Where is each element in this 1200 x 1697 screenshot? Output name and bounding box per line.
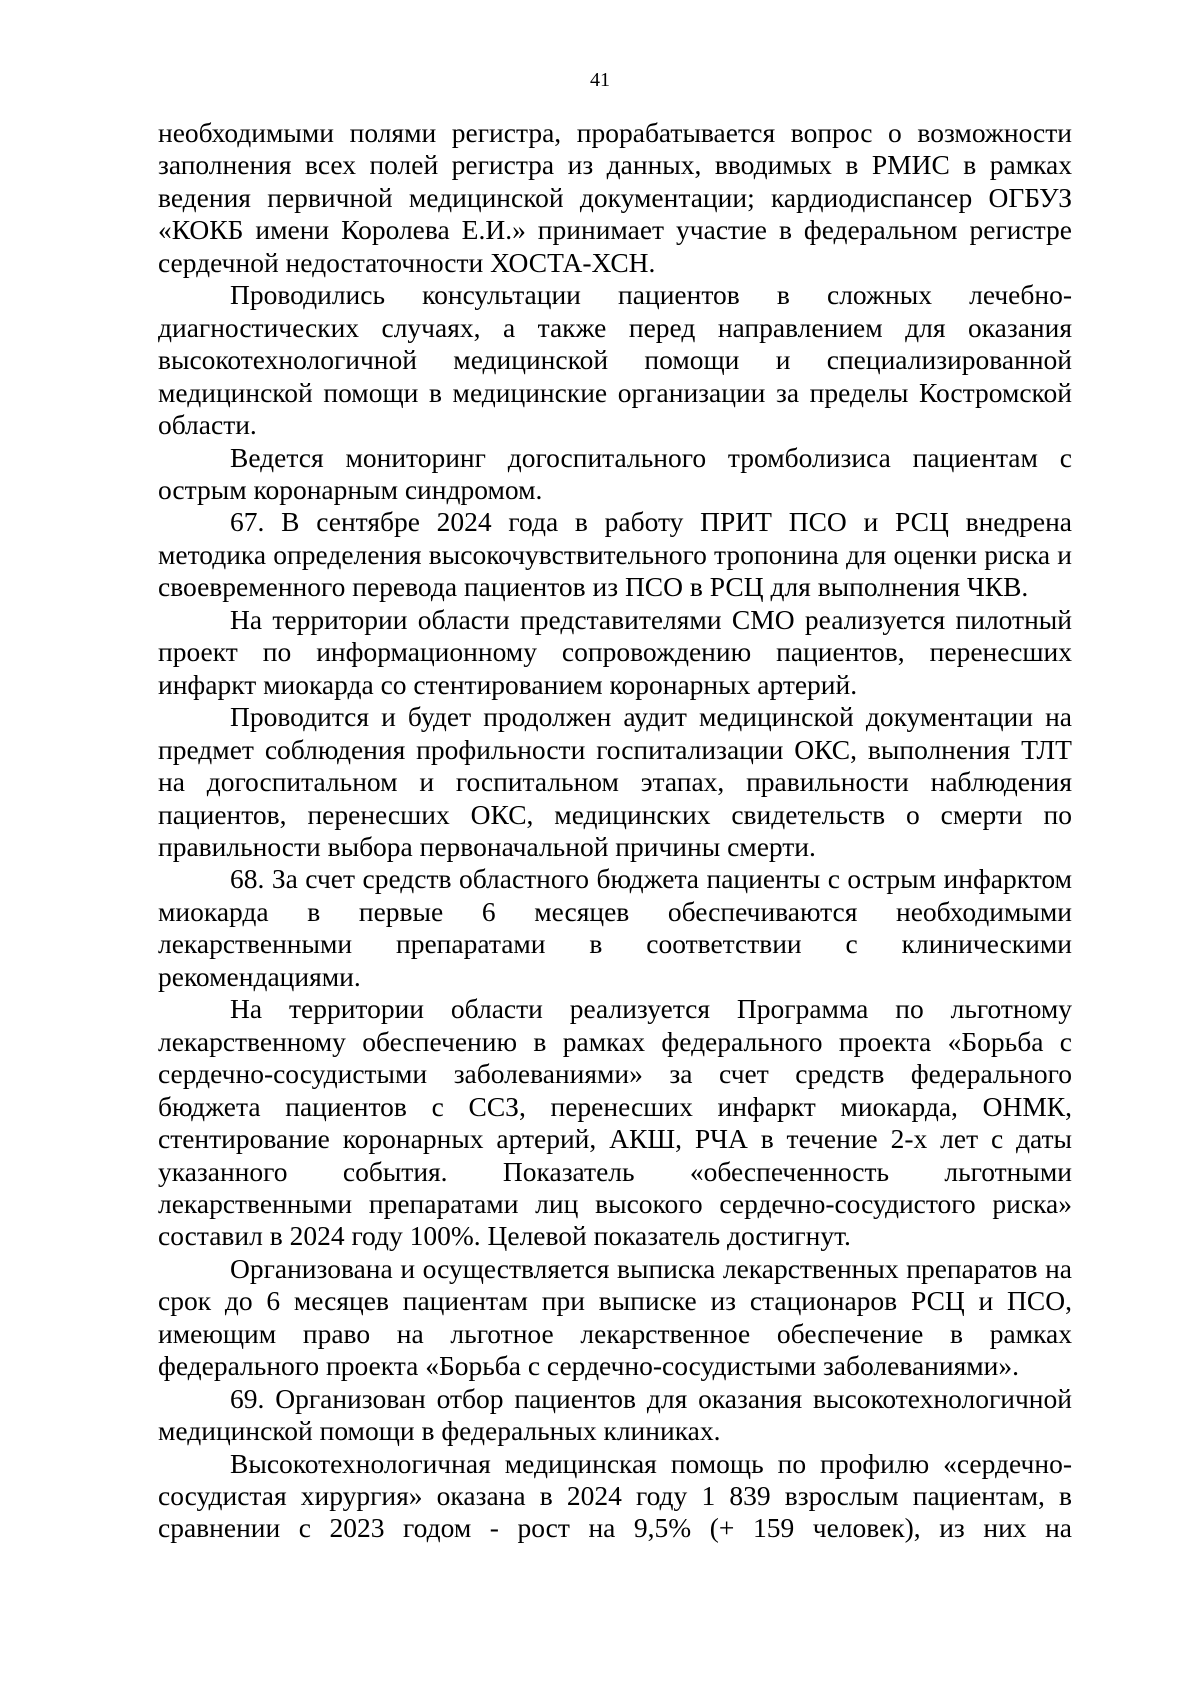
paragraph-high-tech-care: Высокотехнологичная медицинская помощь по профилю «сердечно-сосудистая хирургия» оказана в 2024 году 1 839 взрослым пациентам, в сравнении с 2023 годом - рост на 9,5% (+ 159 человек), из них на <box>158 1447 1072 1544</box>
paragraph-registry: необходимыми полями регистра, прорабатывается вопрос о возможности заполнения всех полей регистра из данных, вводимых в РМИС в рамках ведения первичной медицинской документации; кардиодиспансер ОГБУЗ «КОКБ имени Королева Е.И.» принимает участие в федеральном регистре сердечной недостаточности ХОСТА-ХСН. <box>158 117 1072 278</box>
paragraph-prescriptions: Организована и осуществляется выписка лекарственных препаратов на срок до 6 месяцев пациентам при выписке из стационаров РСЦ и ПСО, имеющим право на льготное лекарственное обеспечение в рамках федерального проекта «Борьба с сердечно-сосудистыми заболеваниями». <box>158 1252 1072 1382</box>
paragraph-consultations: Проводились консультации пациентов в сложных лечебно-диагностических случаях, а также перед направлением для оказания высокотехнологичной медицинской помощи и специализированной медицинской помощи в медицинские организации за пределы Костромской области. <box>158 279 1072 441</box>
body-text <box>158 117 1072 1545</box>
paragraph-audit: Проводится и будет продолжен аудит медицинской документации на предмет соблюдения профильности госпитализации ОКС, выполнения ТЛТ на догоспитальном и госпитальном этапах, правильности наблюдения пациентов, перенесших ОКС, медицинских свидетельств о смерти по правильности выбора первоначальной причины смерти. <box>158 701 1072 862</box>
paragraph-thrombolysis-monitoring: Ведется мониторинг догоспитального тромболизиса пациентам с острым коронарным синдромом. <box>158 441 1072 505</box>
page-number: 41 <box>590 69 610 91</box>
paragraph-smo-pilot: На территории области представителями СМО реализуется пилотный проект по информационному сопровождению пациентов, перенесших инфаркт миокарда со стентированием коронарных артерий. <box>158 603 1072 700</box>
paragraph-drug-program: На территории области реализуется Программа по льготному лекарственному обеспечению в рамках федерального проекта «Борьба с сердечно-сосудистыми заболеваниями» за счет средств федерального бюджета пациентов с ССЗ, перенесших инфаркт миокарда, ОНМК, стентирование коронарных артерий, АКШ, РЧА в течение 2-х лет с даты указанного события. Показатель «обеспеченность льготными лекарственными препаратами лиц высокого сердечно-сосудистого риска» составил в 2024 году 100%. Целевой показатель достигнут. <box>158 993 1072 1252</box>
paragraph-item-68: 68. За счет средств областного бюджета пациенты с острым инфарктом миокарда в первые 6 месяцев обеспечиваются необходимыми лекарственными препаратами в соответствии с клиническими рекомендациями. <box>158 863 1072 992</box>
paragraph-item-69: 69. Организован отбор пациентов для оказания высокотехнологичной медицинской помощи в федеральных клиниках. <box>158 1382 1072 1447</box>
paragraph-item-67: 67. В сентябре 2024 года в работу ПРИТ ПСО и РСЦ внедрена методика определения высокочувствительного тропонина для оценки риска и своевременного перевода пациентов из ПСО в РСЦ для выполнения ЧКВ. <box>158 506 1072 603</box>
